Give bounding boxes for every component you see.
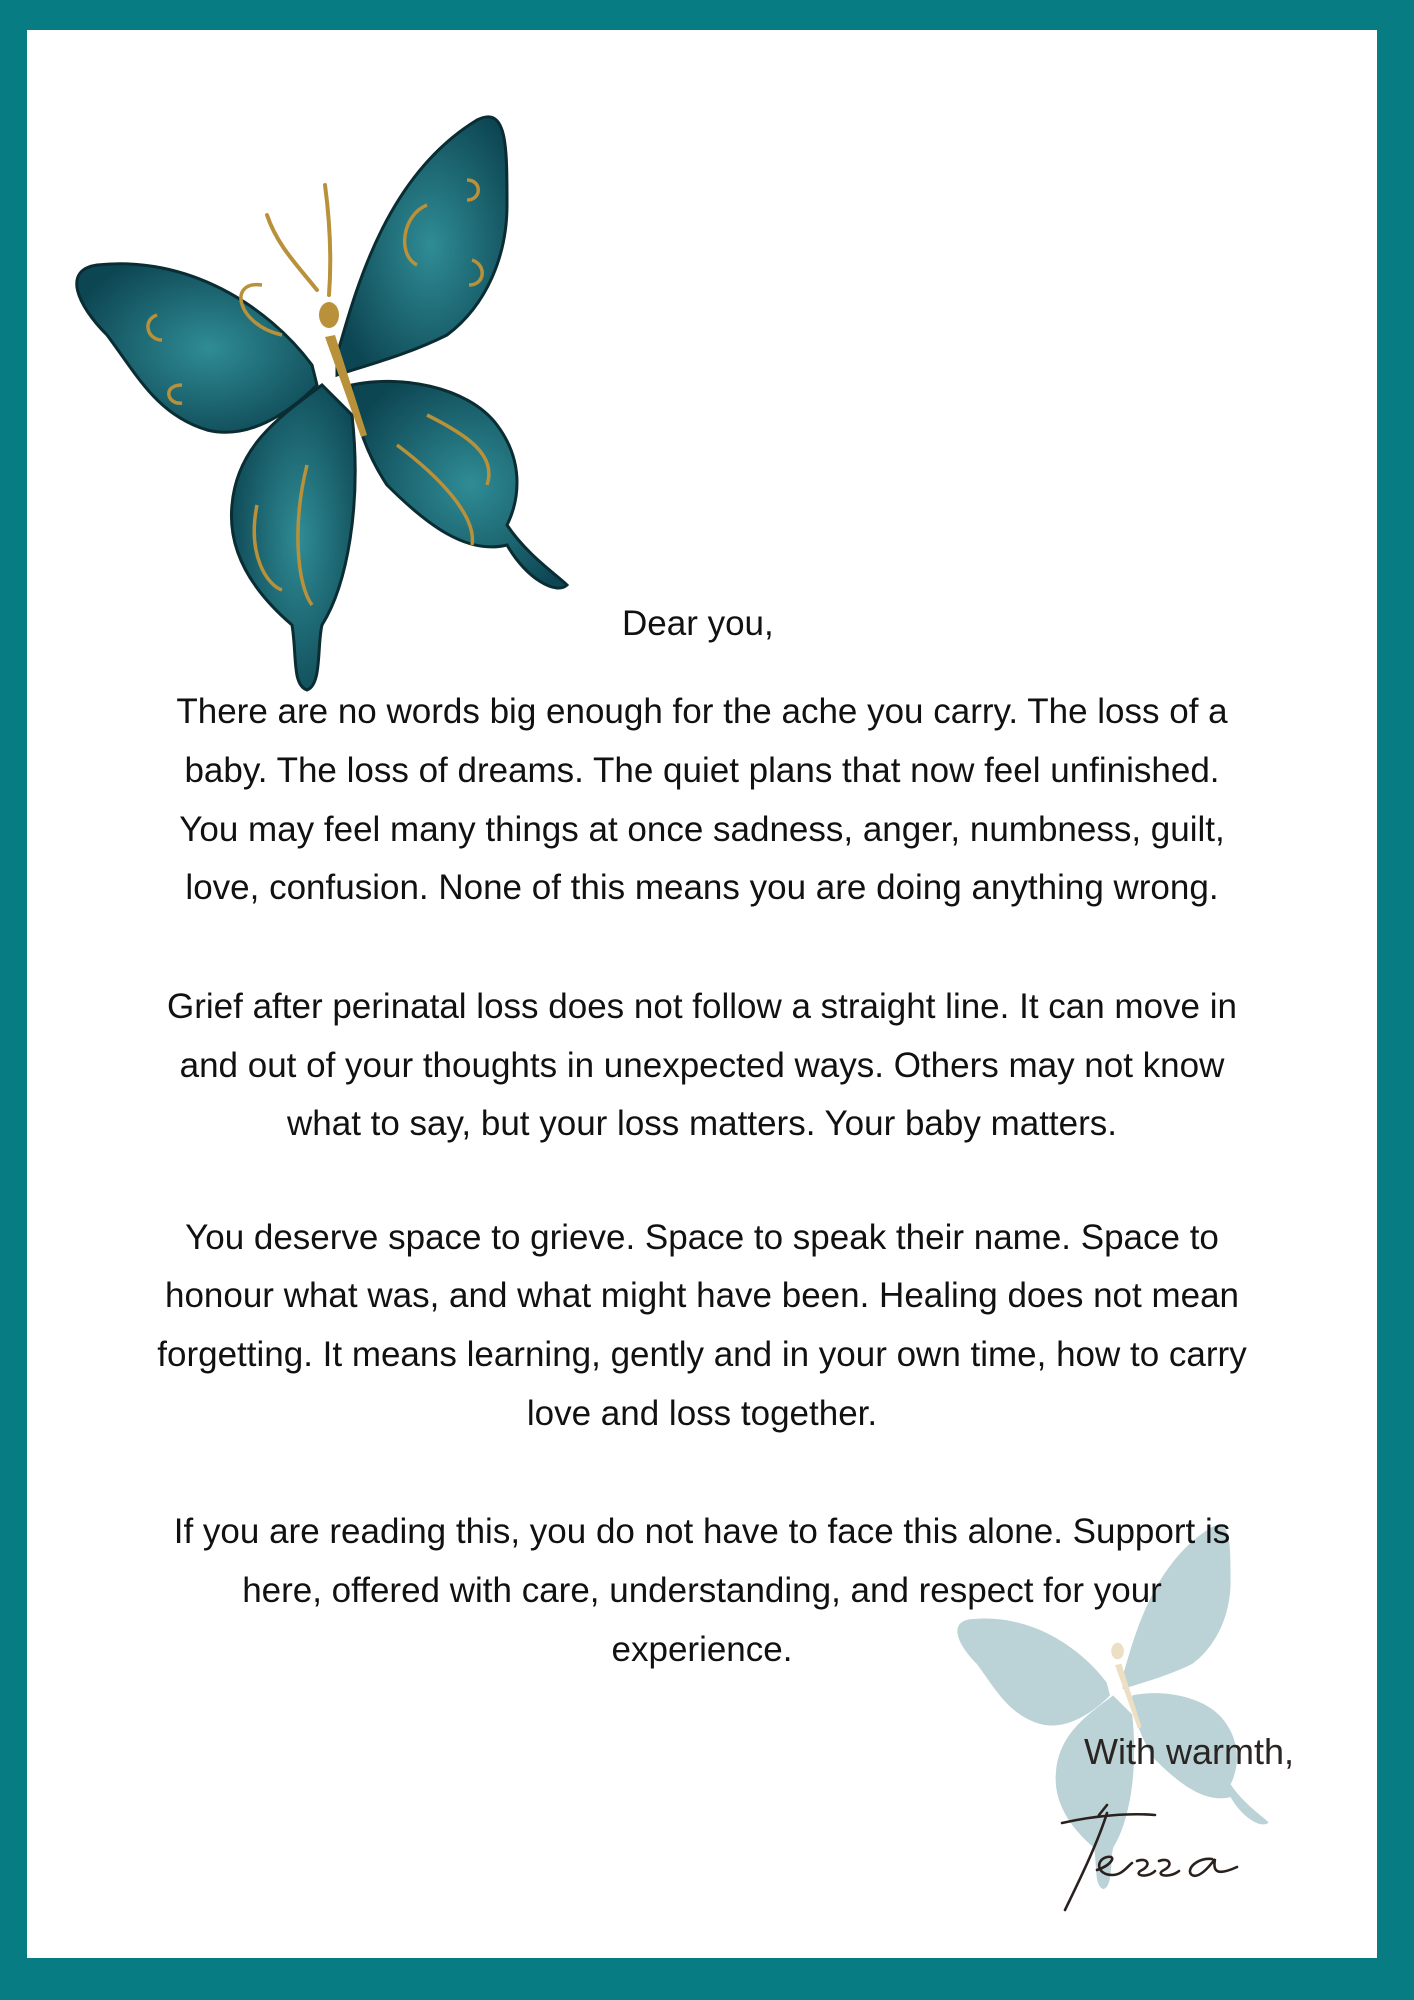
paragraph-line: Grief after perinatal loss does not follow a straight line. It can move in — [167, 987, 1237, 1026]
paragraph-line: and out of your thoughts in unexpected ways. Others may not know — [179, 1046, 1225, 1085]
salutation: Dear you, — [622, 604, 774, 643]
paragraph-line: here, offered with care, understanding, and respect for your — [242, 1571, 1162, 1610]
butterfly-illustration — [67, 85, 627, 715]
letter-card — [27, 30, 1377, 1958]
paragraph-line: You may feel many things at once sadness, anger, numbness, guilt, — [179, 810, 1225, 849]
paragraph-line: what to say, but your loss matters. Your baby matters. — [286, 1104, 1118, 1143]
paragraph-line: baby. The loss of dreams. The quiet plans that now feel unfinished. — [184, 751, 1220, 790]
paragraph-line: honour what was, and what might have been. Healing does not mean — [164, 1276, 1240, 1315]
signature-tessa — [1037, 1775, 1277, 1915]
paragraph-line: If you are reading this, you do not have to face this alone. Support is — [173, 1512, 1231, 1551]
paragraph-line: You deserve space to grieve. Space to speak their name. Space to — [185, 1218, 1219, 1257]
paragraph-line: love and loss together. — [526, 1394, 878, 1433]
paragraph-line: There are no words big enough for the ache you carry. The loss of a — [176, 692, 1228, 731]
paragraph-line: experience. — [611, 1630, 793, 1669]
paragraph-line: forgetting. It means learning, gently and in your own time, how to carry — [157, 1335, 1247, 1374]
paragraph-line: love, confusion. None of this means you are doing anything wrong. — [185, 868, 1219, 907]
closing: With warmth, — [1083, 1731, 1294, 1772]
